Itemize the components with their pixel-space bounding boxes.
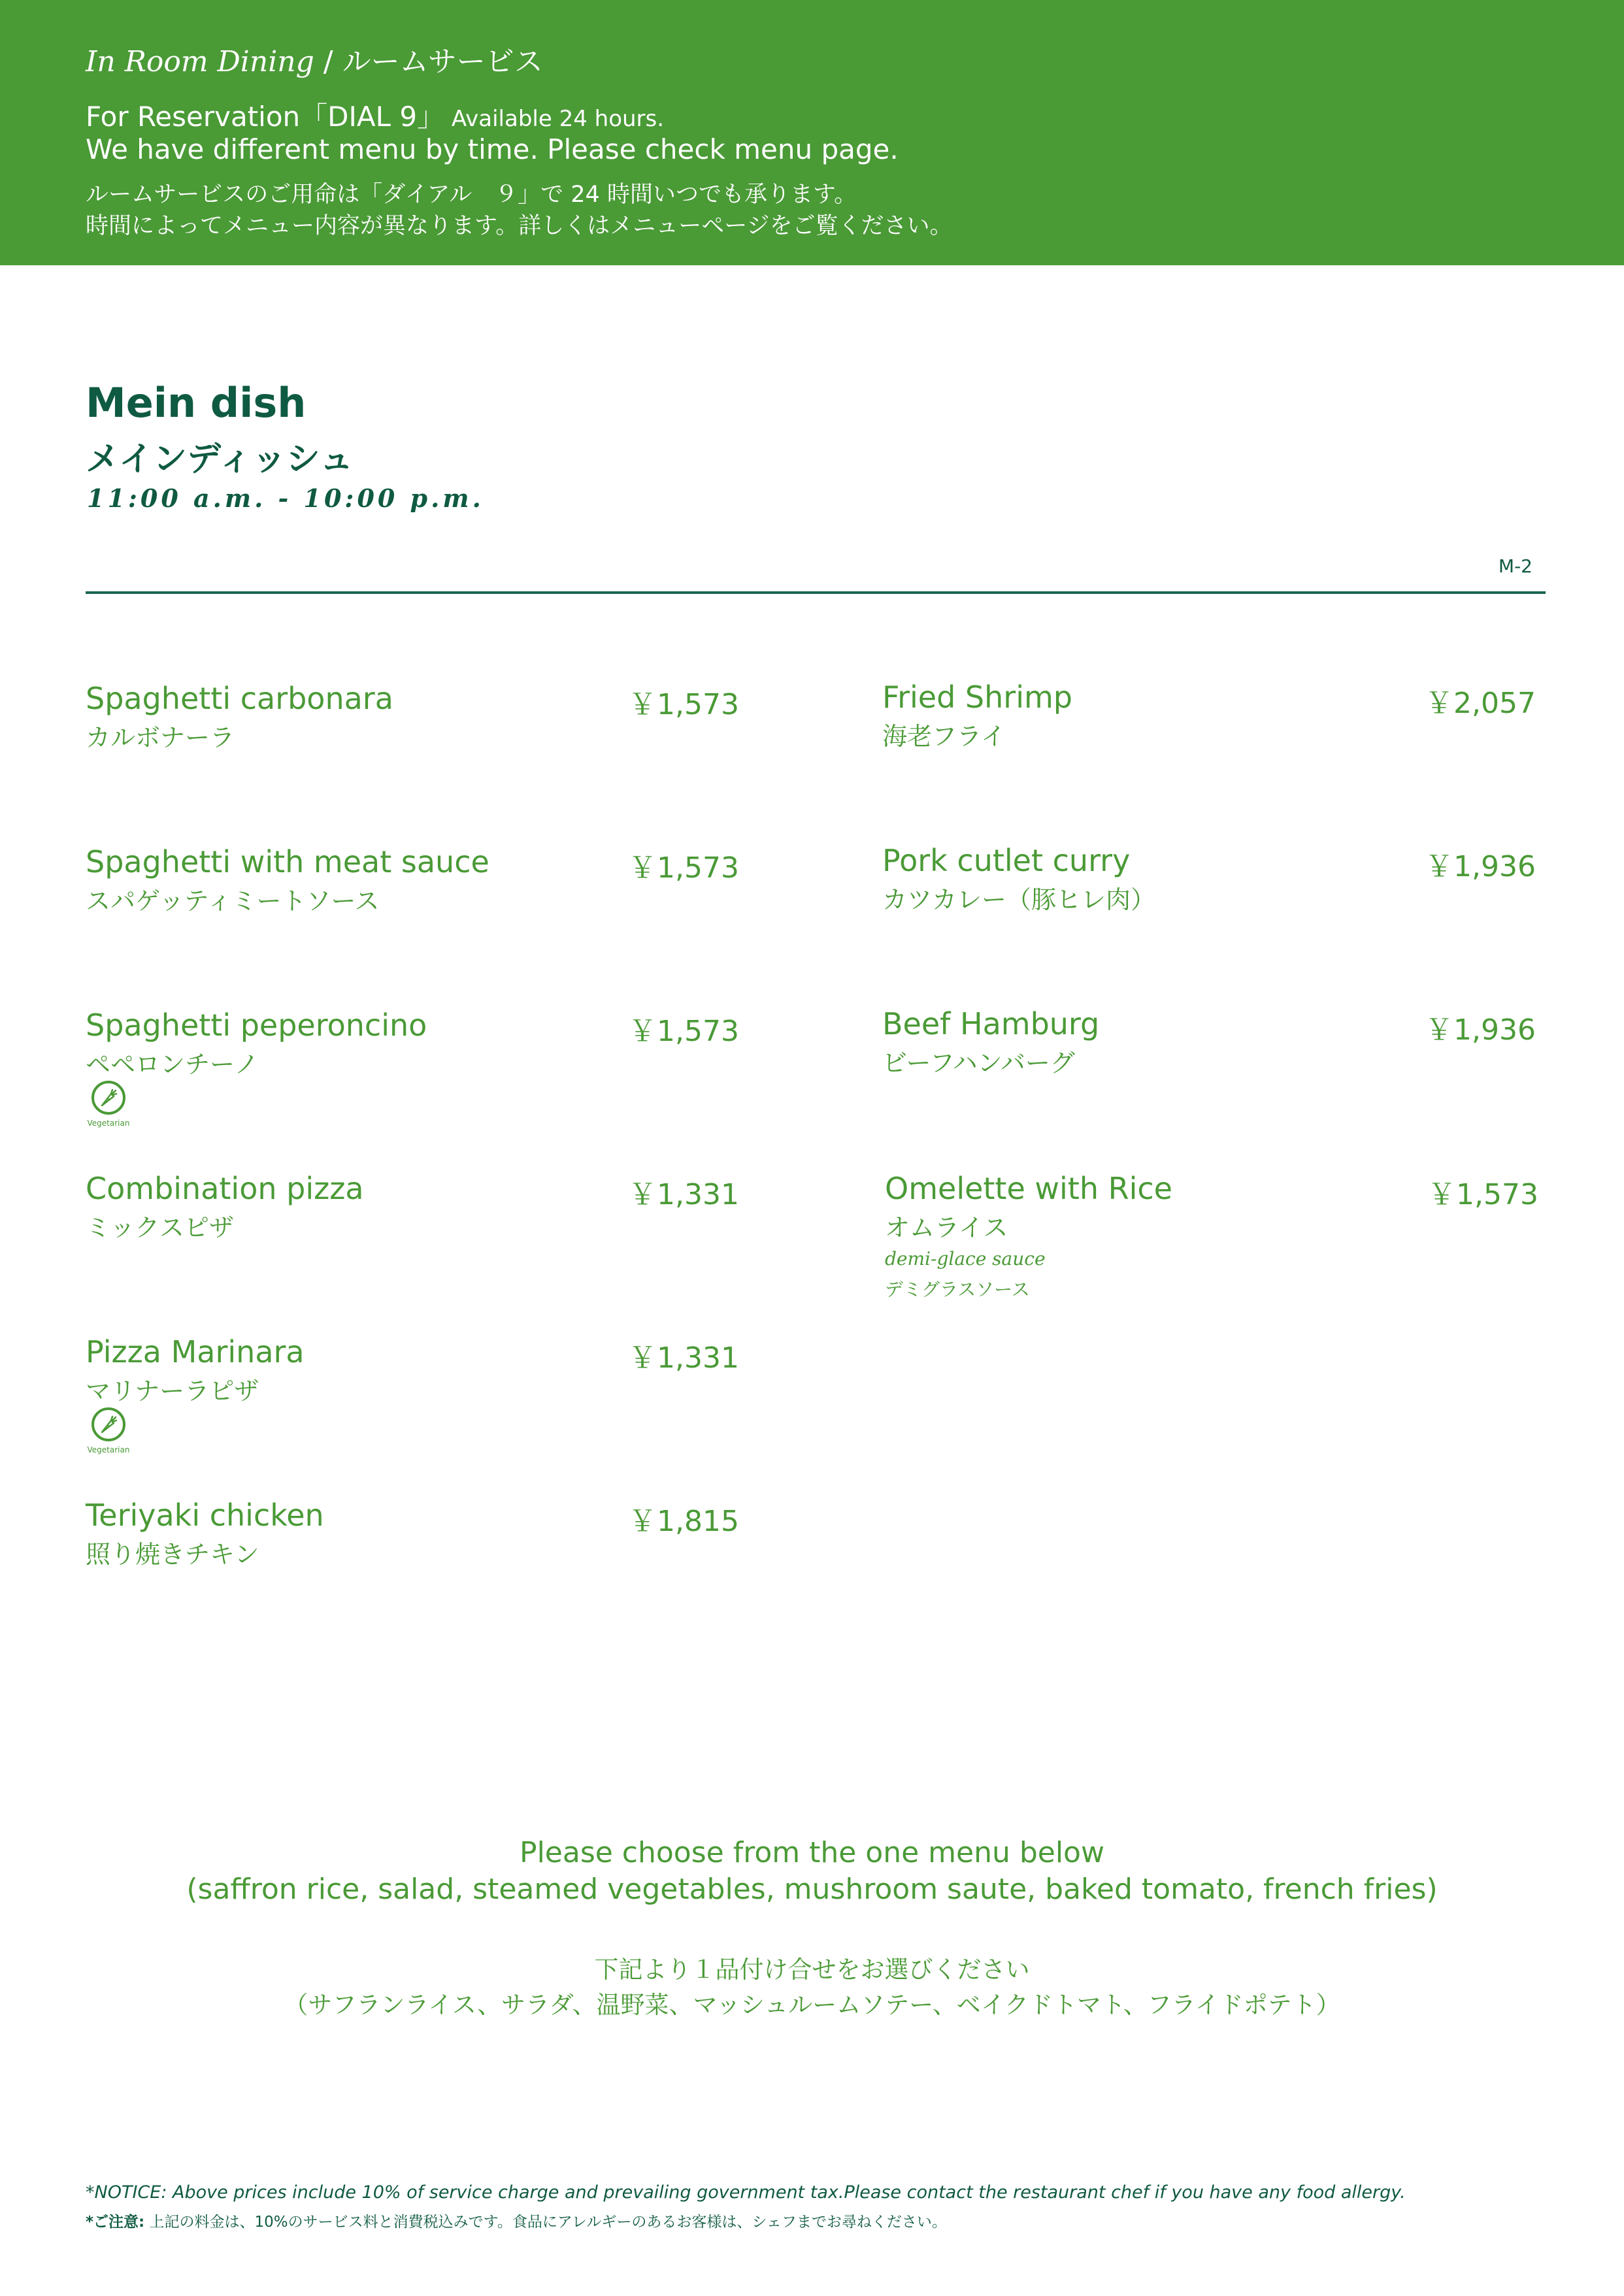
menu-item-price: ￥1,573 xyxy=(1427,1178,1538,1211)
menu-item-note-jp: デミグラスソース xyxy=(885,1279,1030,1300)
side-choice-heading: Please choose from the one menu below xyxy=(520,1836,1104,1869)
menu-item-price: ￥1,573 xyxy=(628,1015,739,1048)
reservation-dial: For Reservation「DIAL 9」 xyxy=(86,101,445,133)
menu-item-name-jp: ペペロンチーノ xyxy=(86,1050,259,1079)
header-banner xyxy=(0,0,1624,265)
vegetarian-label: Vegetarian xyxy=(87,1445,130,1454)
side-choice-heading-jp: 下記より１品付け合せをお選びください xyxy=(594,1956,1030,1984)
menu-item-name: Spaghetti with meat sauce xyxy=(86,844,489,879)
reservation-line-jp: ルームサービスのご用命は「ダイアル ９」で 24 時間いつでも承ります。 xyxy=(86,182,857,208)
vegetarian-badge xyxy=(86,1081,130,1130)
header-title xyxy=(86,38,543,80)
section-hours: 11:00 a.m. - 10:00 p.m. xyxy=(87,484,484,513)
notice-jp-label: *ご注意: xyxy=(86,2214,145,2231)
menu-item-name: Beef Hamburg xyxy=(882,1006,1100,1041)
carrot-icon xyxy=(91,1407,125,1441)
section-title: Mein dish xyxy=(86,379,307,427)
menu-time-note-jp: 時間によってメニュー内容が異なります。詳しくはメニューページをご覧ください。 xyxy=(86,213,953,239)
page-code: M-2 xyxy=(1498,555,1533,577)
vegetarian-label: Vegetarian xyxy=(87,1119,130,1128)
menu-item-name-jp: 海老フライ xyxy=(882,722,1006,751)
menu-item-name: Pizza Marinara xyxy=(86,1334,305,1369)
menu-item-name-jp: カツカレー（豚ヒレ肉） xyxy=(882,885,1156,914)
section-title-jp: メインディッシュ xyxy=(86,440,354,479)
header-title-jp: ルームサービス xyxy=(342,45,543,78)
menu-item-price: ￥1,573 xyxy=(628,851,739,885)
header-title-separator: / xyxy=(314,45,342,78)
menu-item-name: Fried Shrimp xyxy=(882,680,1072,715)
reservation-line xyxy=(86,95,664,135)
side-choice-options: (saffron rice, salad, steamed vegetables, mushroom saute, baked tomato, french fries) xyxy=(186,1873,1438,1906)
menu-item-name: Omelette with Rice xyxy=(885,1171,1172,1206)
vegetarian-badge xyxy=(86,1407,130,1457)
carrot-icon xyxy=(91,1081,125,1115)
menu-item-name-jp: 照り焼きチキン xyxy=(86,1540,259,1569)
menu-item-price: ￥1,936 xyxy=(1425,1013,1536,1047)
menu-item-name-jp: マリナーラピザ xyxy=(86,1377,259,1405)
menu-item-price: ￥1,936 xyxy=(1425,850,1536,883)
menu-item-name: Spaghetti peperoncino xyxy=(86,1008,427,1043)
side-choice-options-jp: （サフランライス、サラダ、温野菜、マッシュルームソテー、ベイクドトマト、フライドポテト） xyxy=(284,1991,1340,2019)
menu-item-name-jp: ビーフハンバーグ xyxy=(882,1049,1075,1077)
menu-item-price: ￥1,573 xyxy=(628,688,739,721)
header-title-en: In Room Dining xyxy=(86,45,314,78)
menu-item-name: Teriyaki chicken xyxy=(86,1498,324,1533)
menu-item-name-jp: オムライス xyxy=(885,1213,1008,1242)
menu-item-name: Combination pizza xyxy=(86,1171,364,1206)
menu-item-price: ￥2,057 xyxy=(1425,687,1536,720)
menu-item-price: ￥1,331 xyxy=(628,1341,739,1375)
divider xyxy=(86,591,1546,594)
notice-jp-text: 上記の料金は、10%のサービス料と消費税込みです。食品にアレルギーのあるお客様は、シェフまでお尋ねください。 xyxy=(144,2214,947,2231)
notice-en: *NOTICE: Above prices include 10% of service charge and prevailing government tax.Please contact the restaurant chef if you have any food allergy. xyxy=(86,2182,1406,2203)
menu-time-note: We have different menu by time. Please check menu page. xyxy=(86,133,899,165)
menu-item-name-jp: スパゲッティミートソース xyxy=(86,887,380,915)
menu-item-price: ￥1,331 xyxy=(628,1178,739,1211)
menu-item-price: ￥1,815 xyxy=(628,1505,739,1538)
menu-item-name-jp: カルボナーラ xyxy=(86,723,235,752)
notice-jp xyxy=(86,2210,947,2231)
menu-item-name: Spaghetti carbonara xyxy=(86,681,393,716)
menu-item-name-jp: ミックスピザ xyxy=(86,1213,234,1242)
menu-item-note: demi-glace sauce xyxy=(885,1248,1046,1270)
availability-text: Available 24 hours. xyxy=(444,106,665,132)
menu-item-name: Pork cutlet curry xyxy=(882,843,1131,878)
